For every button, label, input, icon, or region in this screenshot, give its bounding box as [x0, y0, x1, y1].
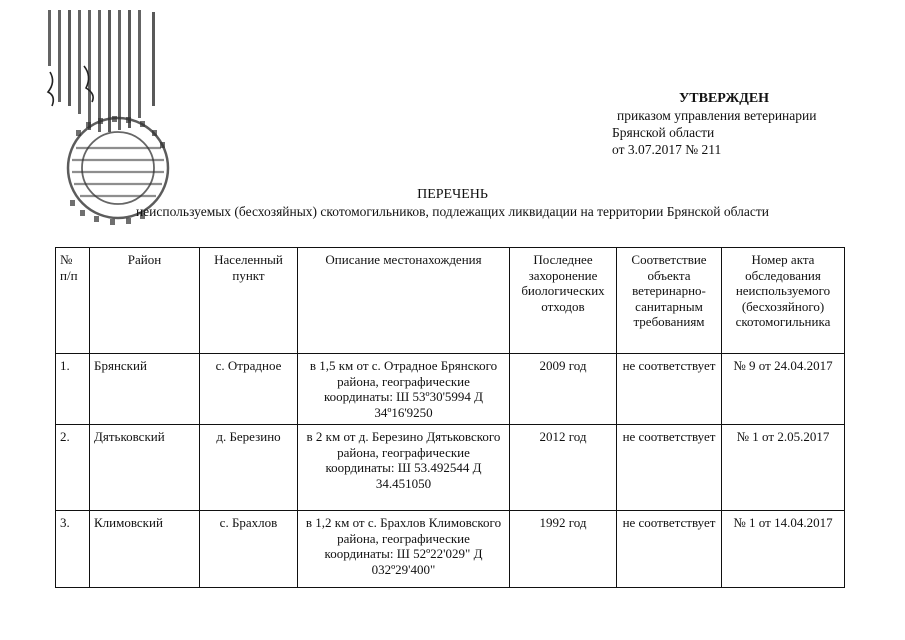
cell-number: 3. [56, 511, 90, 588]
cell-settlement: д. Березино [200, 425, 298, 511]
cell-number: 1. [56, 354, 90, 425]
header-compliance: Соответствие объекта ветеринарно-санитарным требованиям [617, 248, 722, 354]
cell-number: 2. [56, 425, 90, 511]
cell-last-burial: 2009 год [510, 354, 617, 425]
table-row [56, 511, 845, 588]
document-subtitle: неиспользуемых (бесхозяйных) скотомогильников, подлежащих ликвидации на территории Брянской области [135, 204, 770, 219]
cell-location: в 1,5 км от с. Отрадное Брянского района, географические координаты: Ш 53º30'5994 Д 34º16'9250 [298, 354, 510, 425]
cell-district: Брянский [90, 354, 200, 425]
header-settlement: Населенный пункт [200, 248, 298, 354]
cell-act-number: № 1 от 2.05.2017 [722, 425, 845, 511]
header-district: Район [90, 248, 200, 354]
cell-act-number: № 1 от 14.04.2017 [722, 511, 845, 588]
approval-heading: УТВЕРЖДЕН [679, 91, 770, 106]
cell-district: Дятьковский [90, 425, 200, 511]
cell-district: Климовский [90, 511, 200, 588]
approval-order-line: приказом управления ветеринарии [617, 108, 817, 123]
cell-settlement: с. Отрадное [200, 354, 298, 425]
cell-location: в 1,2 км от с. Брахлов Климовского района, географические координаты: Ш 52º22'029" Д 032º29'400" [298, 511, 510, 588]
cell-location: в 2 км от д. Березино Дятьковского района, географические координаты: Ш 53.492544 Д 34.451050 [298, 425, 510, 511]
approval-date-line: от 3.07.2017 № 211 [612, 142, 722, 157]
header-number: № п/п [56, 248, 90, 354]
cell-act-number: № 9 от 24.04.2017 [722, 354, 845, 425]
cell-settlement: с. Брахлов [200, 511, 298, 588]
header-location: Описание местонахождения [298, 248, 510, 354]
table-row [56, 425, 845, 511]
cell-last-burial: 1992 год [510, 511, 617, 588]
cell-last-burial: 2012 год [510, 425, 617, 511]
cell-compliance: не соответствует [617, 425, 722, 511]
header-act-number: Номер акта обследования неиспользуемого (бесхозяйного) скотомогильника [722, 248, 845, 354]
header-last-burial: Последнее захоронение биологических отходов [510, 248, 617, 354]
cell-compliance: не соответствует [617, 511, 722, 588]
document-title: ПЕРЕЧЕНЬ [417, 187, 488, 202]
cell-compliance: не соответствует [617, 354, 722, 425]
approval-block [612, 90, 892, 158]
table-header-row [56, 248, 845, 354]
burial-sites-table [55, 247, 845, 588]
table-row [56, 354, 845, 425]
approval-region-line: Брянской области [612, 125, 715, 140]
